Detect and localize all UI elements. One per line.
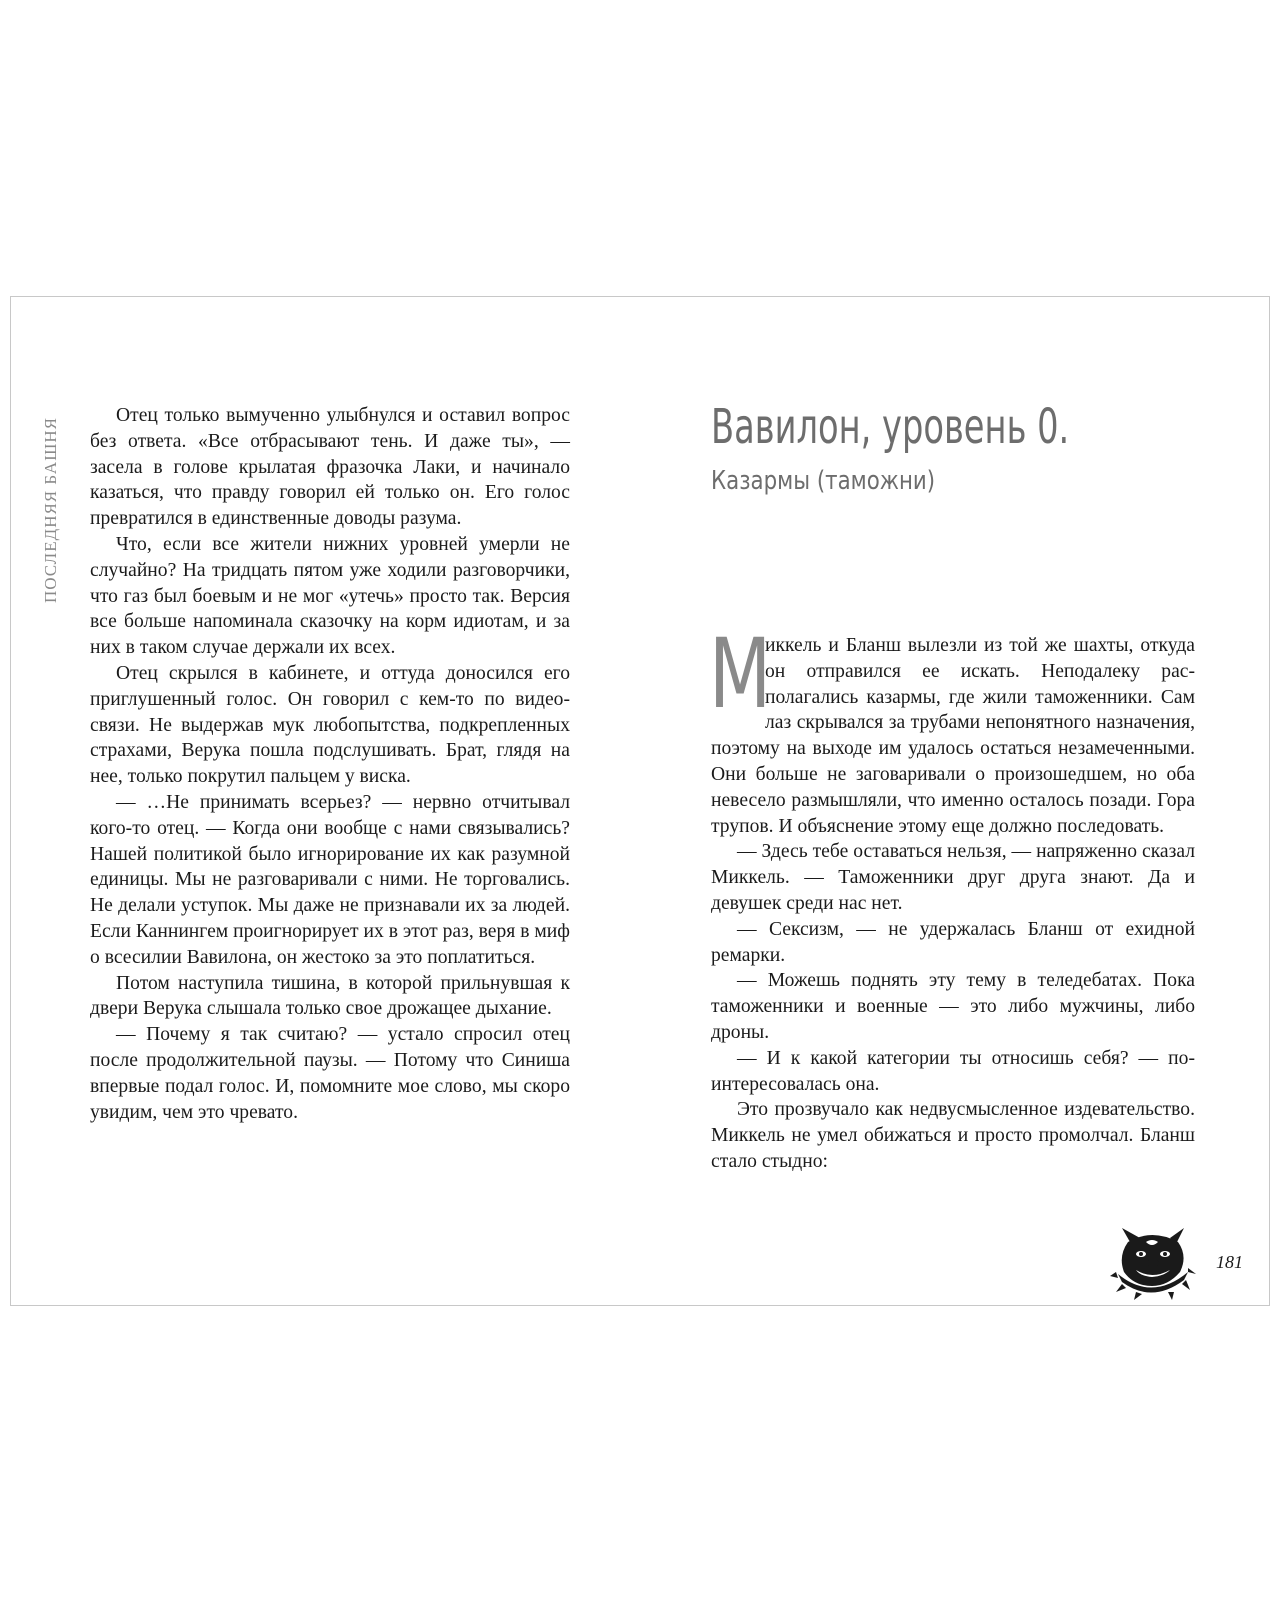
drop-cap: М [709, 618, 772, 730]
paragraph: — Здесь тебе оставаться нельзя, — напряженно сказал Миккель. — Таможенники друг друга знают. Да и девушек среди нас нет. [711, 841, 1195, 914]
running-head [38, 410, 64, 610]
chapter-subtitle: Казармы (таможни) [711, 466, 936, 496]
paragraph: — Можешь поднять эту тему в теледебатах. Пока таможенники и военные — это либо мужчины, либо дроны. [711, 970, 1195, 1043]
paragraph: Это прозвучало как недвусмысленное издевательство. Миккель не умел обижаться и просто промолчал. Бланш стало стыдно: [711, 1099, 1195, 1172]
paragraph: Что, если все жители нижних уровней умерли не случайно? На тридцать пятом уже ходили разговорчики, что газ был боевым и не мог «утечь» просто так. Версия все больше напоминала сказочку на корм идиотам, и за них в таком случае держали их всех. [90, 533, 570, 659]
left-page-text [90, 403, 570, 1125]
chapter-title: Вавилон, уровень 0. [711, 399, 1070, 455]
paragraph: Отец только вымученно улыбнулся и оставил вопрос без ответа. «Все отбрасывают тень. И даже ты», — засела в голове крылатая фразочка Лаки, и начинало казаться, что правду говорил ей только он. Его голос превратился в единственные доводы разума. [90, 405, 570, 530]
paragraph: — И к какой категории ты относишь себя? — поинтересовалась она. [711, 1047, 1195, 1095]
running-head-text: ПОСЛЕДНЯЯ БАШНЯ [41, 417, 60, 603]
right-page-text [709, 618, 1195, 1175]
paragraph: Отец скрылся в кабинете, и оттуда доносился его приглушенный голос. Он говорил с кем-то по видеосвязи. Не выдержав мук любопытства, подкрепленных страхами, Верука пошла подслушивать. Брат, глядя на нее, только покрутил пальцем у виска. [90, 662, 570, 788]
first-paragraph [709, 618, 1195, 839]
pitbull-head-icon [1108, 1228, 1196, 1300]
page-number: 181 [1216, 1252, 1243, 1272]
paragraph: — …Не принимать всерьез? — нервно отчитывал кого-то отец. — Когда они вообще с нами связывались? Нашей политикой было игнорирование их как разумной единицы. Мы не разговаривали с ними. Не торговались. Не делали уступок. Мы даже не признавали их за людей. Если Каннингем проигнорирует их в этот раз, веря в миф о всесилии Вавилона, он жестоко за это поплатиться. [90, 791, 570, 968]
paragraph: — Сексизм, — не удержалась Бланш от ехидной ремарки. [711, 918, 1195, 966]
paragraph: Потом наступила тишина, в которой прильнувшая к двери Верука слышала только свое дрожащее дыхание. [90, 972, 570, 1020]
paragraph: — Почему я так считаю? — устало спросил отец после продолжительной паузы. — Потому что Синиша впервые подал голос. И, помомните мое слово, мы скоро увидим, чем это чревато. [90, 1024, 570, 1123]
first-paragraph-text: иккель и Бланш вылезли из той же шахты, откуда он отправился ее искать. Неподалеку располагались казармы, где жили таможенники. Сам лаз скрывался за трубами непонятного назначения, поэтому на выходе им удалось остаться незамеченными. Они больше не заговаривали о произошедшем, но оба невесело размышляли, что именно осталось позади. Гора трупов. И объяснение этому еще должно последовать. [711, 635, 1195, 837]
